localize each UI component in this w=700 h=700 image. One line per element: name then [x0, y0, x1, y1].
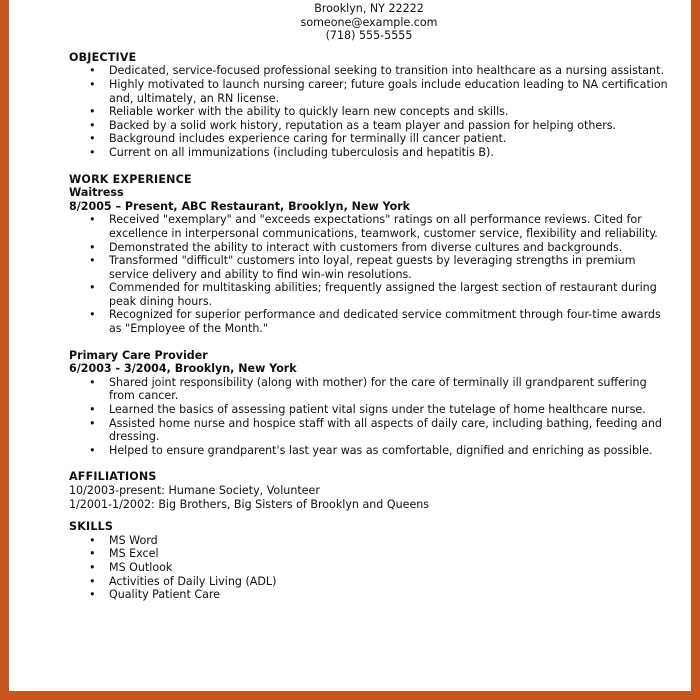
objective-item: • Background includes experience caring for terminally ill cancer patient.	[89, 132, 507, 146]
bullet-icon: •	[89, 281, 96, 295]
bullet-icon: •	[89, 375, 96, 389]
objective-item: • Highly motivated to launch nursing career; future goals include education leading to NA certification and, ultimately, an RN license.	[89, 77, 668, 105]
bullet-icon: •	[89, 403, 96, 417]
bullet-icon: •	[89, 132, 96, 146]
job-duty-item: • Learned the basics of assessing patient vital signs under the tutelage of home healthcare nurse.	[89, 403, 646, 417]
bullet-icon: •	[89, 308, 96, 322]
objective-item: • Dedicated, service-focused professional seeking to transition into healthcare as a nursing assistant.	[89, 64, 664, 78]
skill-item: • MS Word	[89, 533, 158, 547]
job-duty-item: • Demonstrated the ability to interact with customers from diverse cultures and backgrounds.	[89, 240, 623, 254]
bullet-icon: •	[89, 560, 96, 574]
job-duty-item: • Recognized for superior performance and dedicated service commitment through four-time awards as "Employee of the Month."	[89, 308, 661, 336]
bullet-icon: •	[89, 547, 96, 561]
job-duty-item: • Shared joint responsibility (along with mother) for the care of terminally ill grandparent suffering from cancer.	[89, 375, 647, 403]
bullet-icon: •	[89, 64, 96, 78]
bullet-icon: •	[89, 254, 96, 268]
skills-list	[69, 534, 669, 602]
objective-item: • Reliable worker with the ability to quickly learn new concepts and skills.	[89, 105, 509, 119]
job-duty-item: • Commended for multitasking abilities; frequently assigned the largest section of restaurant during peak dining hours.	[89, 281, 657, 308]
resume-content	[69, 2, 669, 602]
job-duty-item: • Helped to ensure grandparent's last year was as comfortable, dignified and enriching as possible.	[89, 443, 653, 457]
bullet-icon: •	[89, 443, 96, 457]
bullet-icon: •	[89, 213, 96, 227]
job-duties-list	[69, 213, 669, 335]
skill-item: • Activities of Daily Living (ADL)	[89, 574, 277, 588]
bullet-icon: •	[89, 77, 96, 91]
skill-item: • MS Excel	[89, 547, 159, 561]
skills-heading: SKILLS	[69, 520, 114, 534]
job-dates: 8/2005 – Present, ABC Restaurant, Brooklyn, New York	[69, 199, 411, 213]
contact-email: someone@example.com	[300, 15, 438, 29]
job-duties-list	[69, 376, 669, 458]
job-duty-item: • Assisted home nurse and hospice staff with all aspects of daily care, including bathing, feeding and dressing.	[89, 416, 662, 444]
job-title: Primary Care Provider	[69, 348, 208, 362]
bullet-icon: •	[89, 105, 96, 119]
objective-list	[69, 64, 669, 159]
affiliation-line: 1/2001-1/2002: Big Brothers, Big Sisters of Brooklyn and Queens	[69, 497, 430, 511]
affiliation-line: 10/2003-present: Humane Society, Volunteer	[69, 484, 320, 497]
skill-item: • Quality Patient Care	[89, 588, 221, 602]
bullet-icon: •	[89, 416, 96, 430]
work-experience-heading: WORK EXPERIENCE	[69, 172, 192, 186]
bullet-icon: •	[89, 145, 96, 159]
job-dates: 6/2003 - 3/2004, Brooklyn, New York	[69, 362, 297, 376]
bullet-icon: •	[89, 240, 96, 254]
bullet-icon: •	[89, 574, 96, 588]
bullet-icon: •	[89, 533, 96, 547]
bullet-icon: •	[89, 118, 96, 132]
affiliations-heading: AFFILIATIONS	[69, 470, 157, 484]
objective-item: • Backed by a solid work history, reputation as a team player and passion for helping others.	[89, 118, 617, 132]
objective-heading: OBJECTIVE	[69, 50, 137, 64]
job-title: Waitress	[69, 186, 124, 200]
skill-item: • MS Outlook	[89, 560, 173, 574]
contact-phone: (718) 555-5555	[325, 29, 413, 43]
resume-page	[9, 0, 691, 691]
bullet-icon: •	[89, 588, 96, 602]
job-duty-item: • Transformed "difficult" customers into loyal, repeat guests by leveraging strengths in premium service delivery and ability to find win-win resolutions.	[89, 254, 636, 281]
job-duty-item: • Received "exemplary" and "exceeds expectations" ratings on all performance reviews. Cited for excellence in interpersonal communications, teamwork, customer service, flexibility and reliability.	[89, 213, 658, 240]
objective-item: • Current on all immunizations (including tuberculosis and hepatitis B).	[89, 145, 494, 159]
contact-city: Brooklyn, NY 22222	[314, 2, 424, 15]
